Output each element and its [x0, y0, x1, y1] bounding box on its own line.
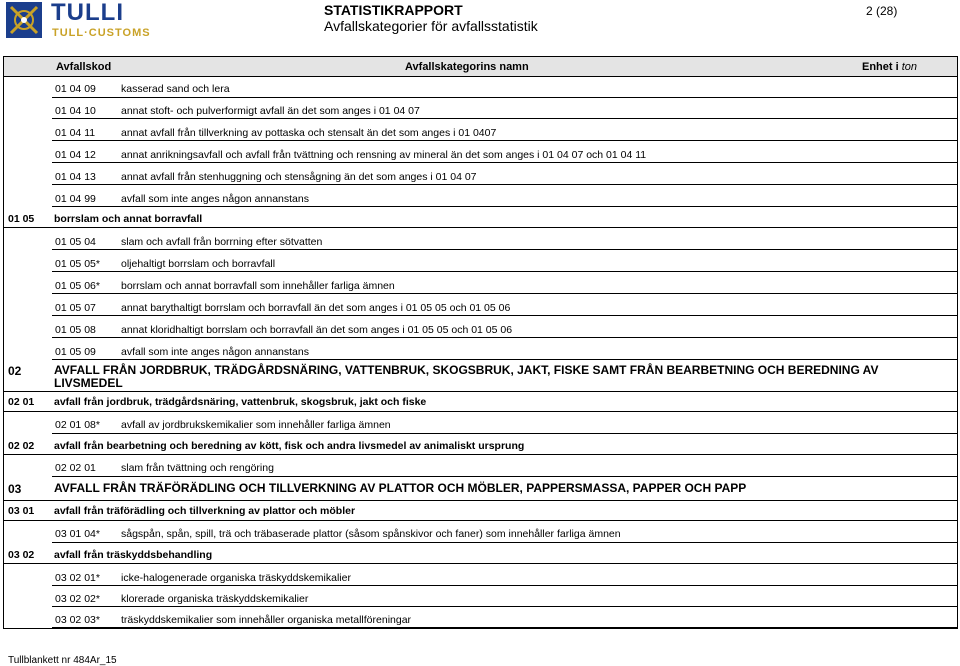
waste-code: 03 01	[8, 505, 35, 517]
table-row	[4, 296, 957, 316]
report-subtitle: Avfallskategorier för avfallsstatistik	[324, 18, 538, 34]
waste-name: annat anrikningsavfall och avfall från tvättning och rensning av mineral än det som anges i 01 04 07 och 01 04 11	[121, 149, 647, 161]
waste-name: avfall av jordbrukskemikalier som innehåller farliga ämnen	[121, 419, 391, 431]
waste-name: slam från tvättning och rengöring	[121, 462, 274, 474]
column-header-unit	[862, 61, 917, 73]
waste-code: 03 02	[8, 549, 35, 561]
waste-name: träskyddskemikalier som innehåller organiska metallföreningar	[121, 614, 412, 626]
table-row	[4, 143, 957, 163]
waste-name: borrslam och annat borravfall som innehåller farliga ämnen	[121, 280, 395, 292]
tulli-logo	[6, 2, 196, 40]
table-row-subchapter	[4, 544, 957, 564]
waste-code: 01 05 09	[55, 346, 96, 358]
logo-word: TULLI	[51, 0, 124, 26]
table-row-subchapter	[4, 501, 957, 521]
waste-code: 03 02 01*	[55, 572, 100, 584]
waste-name: avfall från träförädling och tillverkning av plattor och möbler	[54, 505, 356, 517]
waste-name: annat stoft- och pulverformigt avfall än det som anges i 01 04 07	[121, 105, 420, 117]
waste-code: 01 04 99	[55, 193, 96, 205]
waste-code: 01 05 05*	[55, 258, 100, 270]
waste-name: AVFALL FRÅN TRÄFÖRÄDLING OCH TILLVERKNING AV PLATTOR OCH MÖBLER, PAPPERSMASSA, PAPPER OCH PAPP	[54, 481, 747, 495]
waste-code: 01 04 09	[55, 83, 96, 95]
customs-emblem-icon	[6, 2, 42, 38]
table-row	[4, 608, 957, 628]
table-row-subchapter	[4, 392, 957, 412]
table-row	[4, 99, 957, 119]
waste-name: icke-halogenerade organiska träskyddskemikalier	[121, 572, 351, 584]
table-row	[4, 414, 957, 434]
waste-name: slam och avfall från borrning efter sötvatten	[121, 236, 323, 248]
waste-code: 03 02 02*	[55, 593, 100, 605]
waste-name: oljehaltigt borrslam och borravfall	[121, 258, 276, 270]
waste-name: klorerade organiska träskyddskemikalier	[121, 593, 309, 605]
waste-code: 01 04 11	[55, 127, 96, 139]
waste-code: 01 04 12	[55, 149, 96, 161]
unit-label: Enhet i	[862, 61, 899, 73]
waste-code: 02 01	[8, 396, 35, 408]
table-header	[4, 57, 957, 77]
waste-code: 01 04 13	[55, 171, 96, 183]
column-header-code: Avfallskod	[56, 61, 112, 73]
table-row	[4, 318, 957, 338]
waste-code: 03	[8, 482, 22, 496]
waste-name: annat avfall från tillverkning av pottaska och stensalt än det som anges i 01 0407	[121, 127, 497, 139]
waste-name: kasserad sand och lera	[121, 83, 230, 95]
report-title: STATISTIKRAPPORT	[324, 2, 463, 18]
waste-name: sågspån, spån, spill, trä och träbaserade plattor (såsom spånskivor och faner) som innehåller farliga ämnen	[121, 528, 621, 540]
waste-name: borrslam och annat borravfall	[54, 213, 203, 225]
waste-code: 01 04 10	[55, 105, 96, 117]
table-row	[4, 187, 957, 207]
waste-name: avfall från bearbetning och beredning av kött, fisk och andra livsmedel av animaliskt ursprung	[54, 440, 525, 452]
waste-name: avfall från jordbruk, trädgårdsnäring, vattenbruk, skogsbruk, jakt och fiske	[54, 396, 427, 408]
table-row	[4, 274, 957, 294]
waste-code: 01 05 08	[55, 324, 96, 336]
page-header	[0, 0, 960, 44]
table-row-subchapter	[4, 435, 957, 455]
table-row-chapter	[4, 361, 957, 392]
waste-code: 02 02 01	[55, 462, 96, 474]
waste-name: avfall från träskyddsbehandling	[54, 549, 213, 561]
logo-subtitle: TULL·CUSTOMS	[52, 27, 151, 39]
waste-code: 03 02 03*	[55, 614, 100, 626]
table-row	[4, 121, 957, 141]
table-row	[4, 457, 957, 477]
page-number: 2 (28)	[866, 4, 898, 18]
waste-code: 02	[8, 364, 22, 378]
waste-code: 01 05	[8, 213, 35, 225]
table-row	[4, 230, 957, 250]
table-row-chapter	[4, 478, 957, 501]
column-header-name: Avfallskategorins namn	[405, 61, 529, 73]
unit-value: ton	[901, 61, 918, 73]
waste-name: AVFALL FRÅN JORDBRUK, TRÄDGÅRDSNÄRING, VATTENBRUK, SKOGSBRUK, JAKT, FISKE SAMT FRÅN BEARBETNING OCH BEREDNING AV LIVSMEDEL	[54, 363, 879, 390]
waste-code: 01 05 07	[55, 302, 96, 314]
table-row	[4, 340, 957, 360]
waste-code: 03 01 04*	[55, 528, 100, 540]
table-row-subchapter	[4, 208, 957, 228]
waste-category-table	[3, 56, 958, 629]
table-row	[4, 566, 957, 586]
form-id: Tullblankett nr 484Ar_15	[8, 655, 117, 666]
table-row	[4, 78, 957, 98]
waste-code: 01 05 06*	[55, 280, 100, 292]
table-row	[4, 165, 957, 185]
waste-name: annat avfall från stenhuggning och stensågning än det som anges i 01 04 07	[121, 171, 477, 183]
waste-name: annat barythaltigt borrslam och borravfall än det som anges i 01 05 05 och 01 05 06	[121, 302, 511, 314]
waste-name: avfall som inte anges någon annanstans	[121, 193, 309, 205]
waste-code: 01 05 04	[55, 236, 96, 248]
waste-name: annat kloridhaltigt borrslam och borravfall än det som anges i 01 05 05 och 01 05 06	[121, 324, 513, 336]
table-row	[4, 523, 957, 543]
table-row	[4, 252, 957, 272]
table-row	[4, 587, 957, 607]
waste-code: 02 01 08*	[55, 419, 100, 431]
waste-code: 02 02	[8, 440, 35, 452]
waste-name: avfall som inte anges någon annanstans	[121, 346, 309, 358]
